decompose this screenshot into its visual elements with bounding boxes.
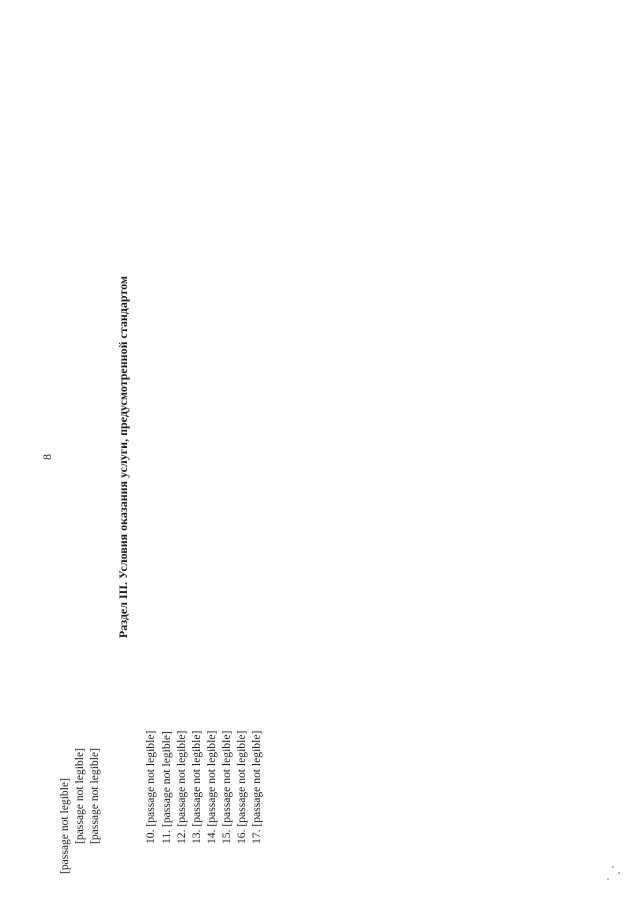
paragraph: [passage not legible] (73, 748, 87, 844)
paragraph: 15. [passage not legible] (219, 730, 233, 844)
paragraph: 14. [passage not legible] (204, 730, 218, 844)
paragraph: [passage not legible] (58, 778, 72, 874)
section-title: Раздел III. Условия оказания услуги, предусмотренной стандартом (116, 275, 131, 639)
paragraph: 16. [passage not legible] (235, 730, 249, 844)
scan-speck (607, 878, 609, 880)
scan-speck (618, 872, 620, 874)
scan-speck (612, 866, 614, 868)
paragraph: 13. [passage not legible] (189, 730, 203, 844)
paragraph: 11. [passage not legible] (159, 731, 173, 844)
page-number: 8 (40, 454, 54, 460)
paragraph: 17. [passage not legible] (250, 730, 264, 844)
document-page-rotated (20, 22, 572, 892)
paragraph: [passage not legible] (88, 748, 102, 844)
paragraph: 12. [passage not legible] (174, 730, 188, 844)
paragraph: 10. [passage not legible] (144, 730, 158, 844)
